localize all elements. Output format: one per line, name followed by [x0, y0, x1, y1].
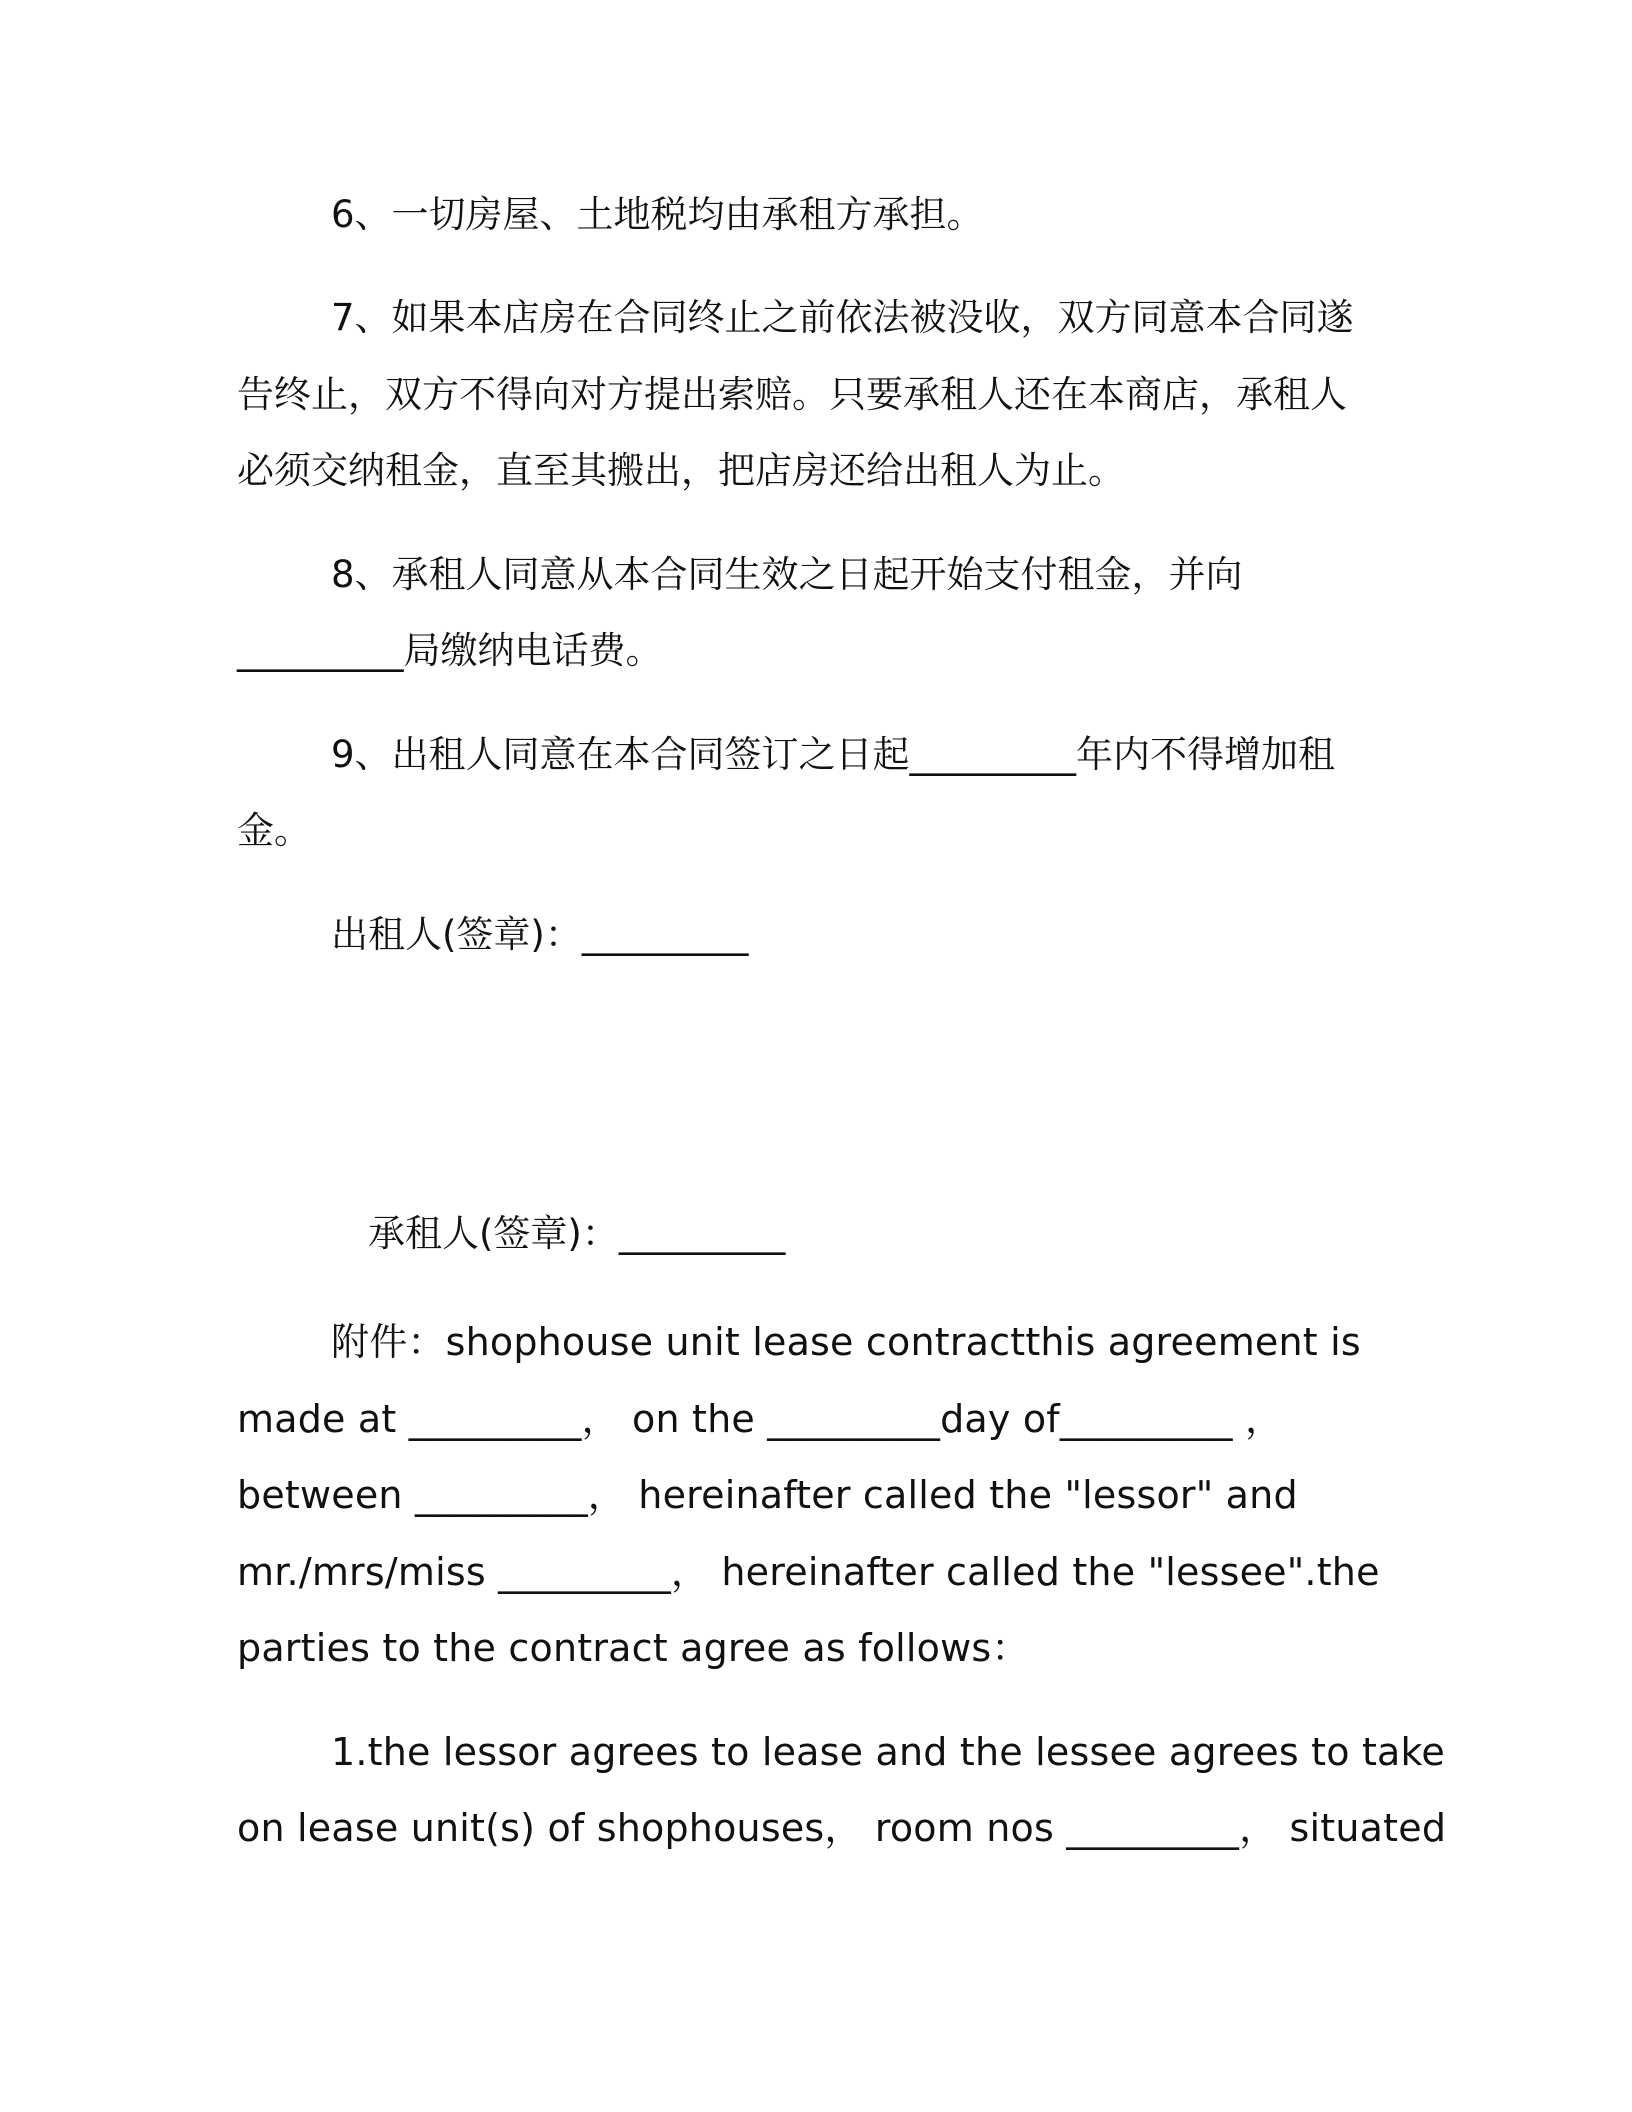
clause-8-line-2: _________局缴纳电话费。 [237, 629, 663, 672]
lessor-signature-line: 出租人(签章)：_________ [331, 913, 749, 956]
lessee-signature-line: 承租人(签章)：_________ [368, 1212, 786, 1255]
clause-9-line-1: 9、出租人同意在本合同签订之日起_________年内不得增加租 [331, 733, 1336, 776]
appendix-line-2: made at _________， on the _________day of_________ ， [237, 1397, 1284, 1441]
appendix-line-4: mr./mrs/miss _________， hereinafter called the "lessee".the [237, 1550, 1380, 1594]
clause-8-line-1: 8、承租人同意从本合同生效之日起开始支付租金，并向 [331, 553, 1243, 596]
appendix-line-5: parties to the contract agree as follows： [237, 1626, 1030, 1670]
clause-9-line-2: 金。 [237, 809, 311, 852]
appendix-line-3: between _________， hereinafter called the "lessor" and [237, 1473, 1298, 1517]
en-clause-1-line-2: on lease unit(s) of shophouses， room nos _________， situated [237, 1806, 1447, 1850]
en-clause-1-line-1: 1.the lessor agrees to lease and the lessee agrees to take [331, 1730, 1445, 1774]
appendix-line-1: 附件：shophouse unit lease contractthis agreement is [331, 1320, 1361, 1364]
clause-7-line-3: 必须交纳租金，直至其搬出，把店房还给出租人为止。 [237, 449, 1125, 492]
clause-7-line-2: 告终止，双方不得向对方提出索赔。只要承租人还在本商店，承租人 [237, 373, 1347, 416]
clause-7-line-1: 7、如果本店房在合同终止之前依法被没收，双方同意本合同遂 [331, 296, 1354, 339]
clause-6: 6、一切房屋、土地税均由承租方承担。 [331, 193, 984, 236]
